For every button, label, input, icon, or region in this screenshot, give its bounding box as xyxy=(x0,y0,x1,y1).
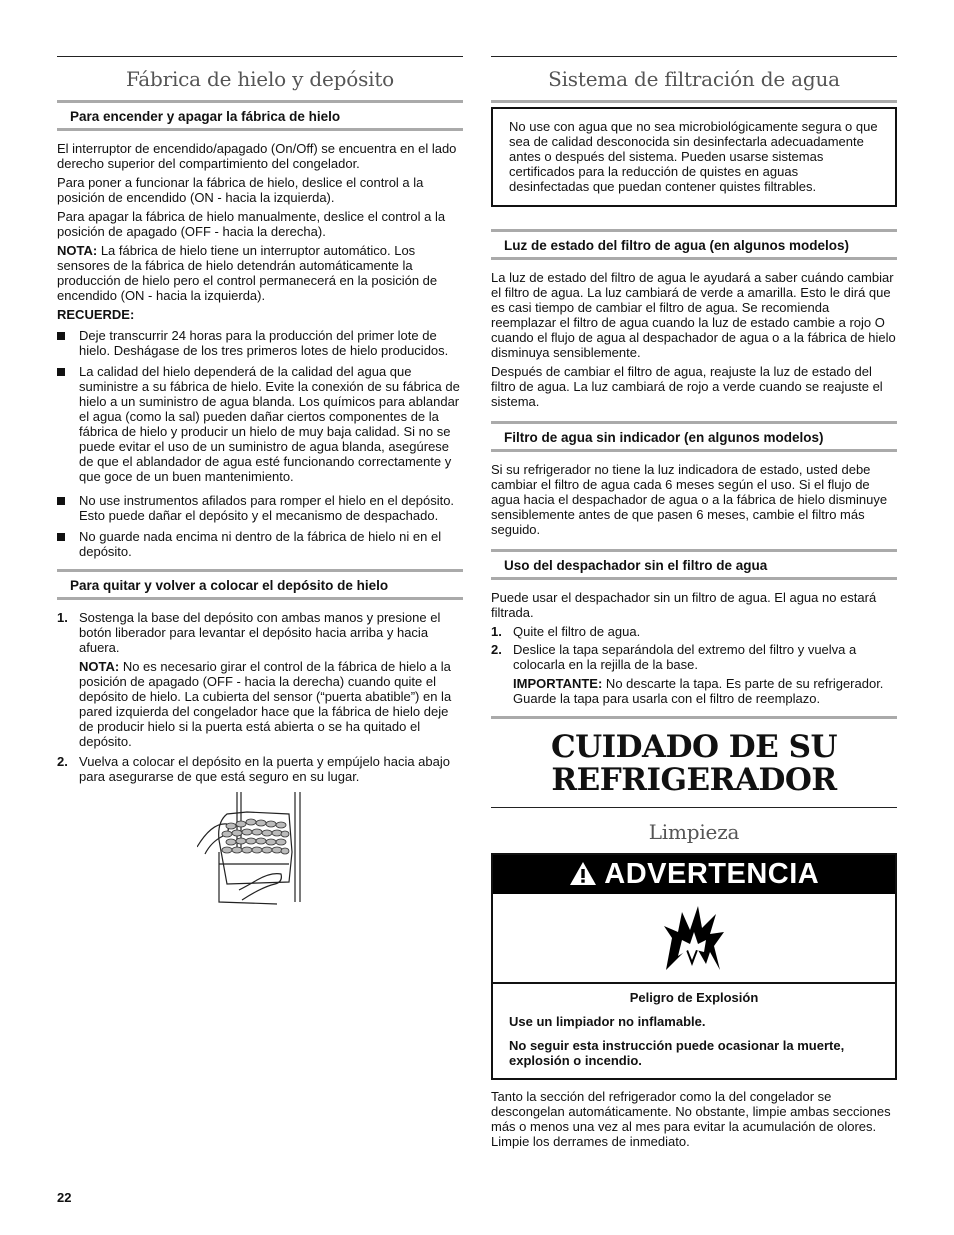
warning-line-2: No seguir esta instrucción puede ocasionar la muerte, explosión o incendio. xyxy=(509,1038,845,1068)
divider xyxy=(491,100,897,103)
warning-header-text: ADVERTENCIA xyxy=(604,858,820,890)
list-item-text: No guarde nada encima ni dentro de la fábrica de hielo ni en el depósito. xyxy=(79,529,442,559)
left-column xyxy=(57,56,463,910)
ice-bin-illustration xyxy=(197,792,317,910)
important-note xyxy=(513,676,897,706)
list-item-text: La calidad del hielo dependerá de la calidad del agua que suministre a su fábrica de hielo. Evite la conexión de su fábrica de hielo a un suministro de agua blanda. Los químicos para ablandar el agua (como la sal) pueden dañar ciertos componentes de la fábrica de hielo y producir un hielo de muy baja calidad. Si no se puede evitar el uso de un suministro de agua blanda, asegúrese de que el ablandador de agua esté funcionando correctamente y que goce de un buen mantenimiento. xyxy=(79,364,460,484)
section-title-water-filter: Sistema de filtración de agua xyxy=(548,67,840,91)
paragraph: Después de cambiar el filtro de agua, reajuste la luz de estado del filtro de agua. La luz cambiará de rojo a verde cuando se reajuste el sistema. xyxy=(491,364,883,409)
paragraph: La luz de estado del filtro de agua le ayudará a saber cuándo cambiar el filtro de agua. La luz cambiará de verde a amarilla. Esto le dirá que es casi tiempo de cambiar el filtro de agua. Se recomienda reemplazar el filtro de agua cuando la luz de estado cambie a rojo O cuando el flujo de agua al despachador de agua o a la fábrica de hielo disminuya sensiblemente. xyxy=(491,270,896,360)
note-paragraph xyxy=(57,243,463,303)
right-column xyxy=(491,56,897,1153)
square-bullet-icon xyxy=(57,497,65,505)
step-text: Deslice la tapa separándola del extremo del filtro y vuelva a colocarla en la rejilla de la base. xyxy=(513,642,857,672)
note-label: NOTA: xyxy=(79,659,120,674)
warning-icon-area xyxy=(493,894,895,984)
warning-box xyxy=(491,853,897,1080)
step-item xyxy=(57,610,463,749)
warning-triangle-icon xyxy=(569,861,597,886)
section-title-ice-maker: Fábrica de hielo y depósito xyxy=(125,67,395,91)
warning-hazard: Peligro de Explosión xyxy=(629,990,759,1005)
list-item-text: Deje transcurrir 24 horas para la producción del primer lote de hielo. Deshágase de los tres primeros lotes de hielo producidos. xyxy=(79,328,449,358)
list-item-text: No use instrumentos afilados para romper el hielo en el depósito. Esto puede dañar el depósito y el mecanismo de despachado. xyxy=(79,493,455,523)
list-item xyxy=(57,529,463,559)
subhead-no-indicator: Filtro de agua sin indicador (en algunos modelos) xyxy=(491,421,897,452)
warning-line-1: Use un limpiador no inflamable. xyxy=(509,1014,706,1029)
warning-header xyxy=(493,855,895,894)
paragraph: Si su refrigerador no tiene la luz indicadora de estado, usted debe cambiar el filtro de agua cada 6 meses según el uso. Si el flujo de agua hacia el despachador de agua o a la fábrica de hielo disminuye sensiblemente antes de que pasen 6 meses, cambie el filtro más seguido. xyxy=(491,462,888,537)
warning-body xyxy=(493,984,895,1078)
note-text: No es necesario girar el control de la fábrica de hielo a la posición de apagado (OFF - hacia la derecha) cuando quite el depósito de hielo. La cubierta del sensor (“puerta abatible”) en la pared izquierda del congelador hace que la fábrica de hielo deje de producir hielo si la puerta está abierta o se ha quitado el depósito. xyxy=(79,659,452,749)
step-item xyxy=(491,642,897,706)
paragraph: Puede usar el despachador sin un filtro de agua. El agua no estará filtrada. xyxy=(491,590,877,620)
chapter-title xyxy=(491,716,897,808)
chapter-title-line-2: REFRIGERADOR xyxy=(551,762,837,798)
paragraph: Tanto la sección del refrigerador como la del congelador se descongelan automáticamente. No obstante, limpie ambas secciones más o menos una vez al mes para evitar la acumulación de olores. Limpie los derrames de inmediato. xyxy=(491,1089,891,1149)
subhead-no-filter: Uso del despachador sin el filtro de agua xyxy=(491,549,897,580)
page-number: 22 xyxy=(57,1190,72,1205)
paragraph: Para apagar la fábrica de hielo manualmente, deslice el control a la posición de apagado (OFF - hacia la derecha). xyxy=(57,209,446,239)
important-text: No descarte la tapa. Es parte de su refrigerador. Guarde la tapa para usarla con el filtro de reemplazo. xyxy=(513,676,884,706)
list-item xyxy=(57,328,463,358)
remember-list xyxy=(57,328,463,559)
subhead-status-light: Luz de estado del filtro de agua (en algunos modelos) xyxy=(491,229,897,260)
no-filter-steps xyxy=(491,624,897,706)
remove-steps xyxy=(57,610,463,784)
square-bullet-icon xyxy=(57,368,65,376)
step-number: 2. xyxy=(57,754,68,769)
square-bullet-icon xyxy=(57,332,65,340)
step-item xyxy=(57,754,463,784)
step-note xyxy=(79,659,463,749)
step-number: 1. xyxy=(491,624,502,639)
list-item xyxy=(57,493,463,523)
remember-label: RECUERDE: xyxy=(57,307,135,322)
note-text: La fábrica de hielo tiene un interruptor automático. Los sensores de la fábrica de hielo detendrán automáticamente la producción de hielo pero el control permanecerá en la posición de encendido (ON - hacia la izquierda). xyxy=(57,243,438,303)
list-item xyxy=(57,364,463,484)
subhead-on-off: Para encender y apagar la fábrica de hielo xyxy=(57,100,463,131)
ice-bin-hands-icon xyxy=(197,792,317,910)
water-safety-box xyxy=(491,107,897,207)
note-label: NOTA: xyxy=(57,243,98,258)
step-item xyxy=(491,624,897,639)
paragraph: El interruptor de encendido/apagado (On/Off) se encuentra en el lado derecho superior del compartimiento del congelador. xyxy=(57,141,457,171)
step-text: Vuelva a colocar el depósito en la puerta y empújelo hacia abajo para asegurarse de que está seguro en su lugar. xyxy=(79,754,450,784)
box-text: No use con agua que no sea microbiológicamente segura o que sea de calidad desconocida sin desinfectarla adecuadamente antes o después del sistema. Pueden usarse sistemas certificados para la reducción de quistes en aguas desinfectadas que puedan contener quistes filtrables. xyxy=(509,119,878,194)
step-number: 2. xyxy=(491,642,502,657)
subhead-remove-bin: Para quitar y volver a colocar el depósito de hielo xyxy=(57,569,463,600)
step-text: Quite el filtro de agua. xyxy=(513,624,641,639)
step-text: Sostenga la base del depósito con ambas manos y presione el botón liberador para levantar el depósito hacia arriba y hacia afuera. xyxy=(79,610,441,655)
paragraph: Para poner a funcionar la fábrica de hielo, deslice el control a la posición de encendido (ON - hacia la izquierda). xyxy=(57,175,424,205)
explosion-icon xyxy=(662,904,726,972)
chapter-title-line-1: CUIDADO DE SU xyxy=(550,729,838,765)
important-label: IMPORTANTE: xyxy=(513,676,603,691)
step-number: 1. xyxy=(57,610,68,625)
section-title-cleaning: Limpieza xyxy=(648,820,740,844)
square-bullet-icon xyxy=(57,533,65,541)
